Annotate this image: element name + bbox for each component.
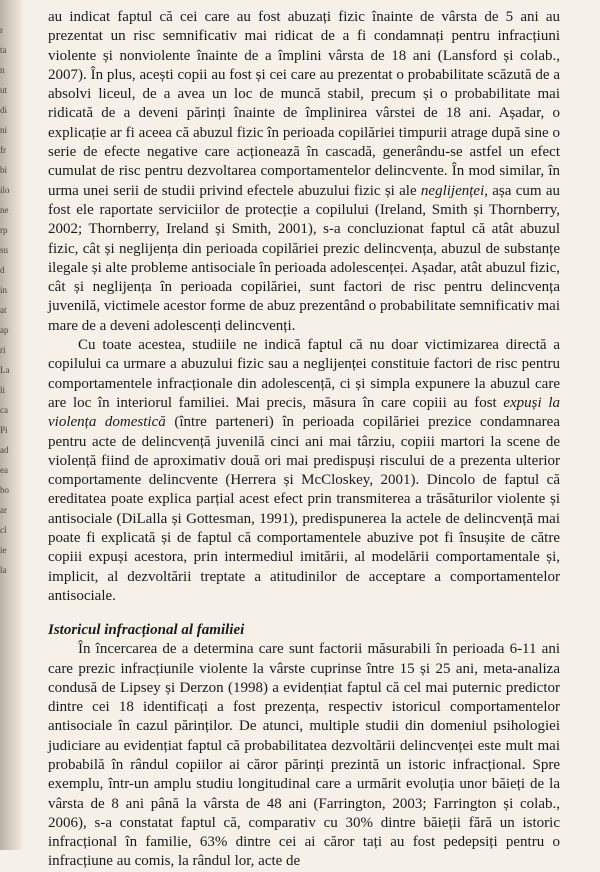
book-page-body <box>48 8 560 872</box>
emphasis-domestic-violence: expuși la violența domestică <box>48 394 560 431</box>
margin-fragment: ne <box>0 205 9 215</box>
margin-fragment: ri <box>0 345 6 355</box>
margin-fragment: n <box>0 65 5 75</box>
margin-fragment: ca <box>0 405 8 415</box>
margin-fragment: fr <box>0 145 6 155</box>
margin-fragment: ni <box>0 125 8 135</box>
section-heading: Istoricul infracțional al familiei <box>48 622 245 639</box>
margin-fragment: bo <box>0 485 9 495</box>
margin-fragment: ilo <box>0 185 10 195</box>
margin-fragment: ut <box>0 85 8 95</box>
adjacent-page-fragments <box>0 20 20 580</box>
margin-fragment: ap <box>0 325 9 335</box>
margin-fragment: ea <box>0 465 8 475</box>
section-gap <box>48 606 560 620</box>
margin-fragment: at <box>0 305 7 315</box>
margin-fragment: li <box>0 385 6 395</box>
margin-fragment: di <box>0 105 8 115</box>
margin-fragment: su <box>0 245 9 255</box>
margin-fragment: La <box>0 365 10 375</box>
margin-fragment: rp <box>0 225 8 235</box>
margin-fragment: d <box>0 265 5 275</box>
margin-fragment: la <box>0 565 7 575</box>
margin-fragment: r <box>0 25 3 35</box>
paragraph-2: Cu toate acestea, studiile ne indică faptul că nu doar victimizarea directă a copilului ca urmare a abuzului fizic sau a neglijenței constituie factori de risc pentru comportamentele infracționale din adolescență, ci și simpla expunere la abuzul care are loc în interiorul familiei. Mai precis, măsura în care copiii au fost expuși la violența domestică (între parteneri) în perioada copilăriei prezice condamnarea pentru acte de delincvență juvenilă cinci ani mai târziu, copiii martori la scene de violență fiind de aproximativ două ori mai predispuși riscului de a prezenta ulterior comportamente delincvente (Herrera și McCloskey, 2001). Dincolo de faptul că ereditatea poate explica parțial acest efect prin transmiterea a trăsăturilor violente și antisociale (DiLalla și Gottesman, 1991), predispunerea la actele de delincvență mai poate fi explicată și de faptul că comportamentele abuzive pot fi însușite de către copiii expuși acestora, prin intermediul imitării, al modelării comportamentale și, implicit, al dezvoltării treptate a atitudinilor de acceptare a comportamentelor antisociale. <box>48 337 560 604</box>
margin-fragment: ad <box>0 445 9 455</box>
margin-fragment: ta <box>0 45 7 55</box>
margin-fragment: ar <box>0 505 7 515</box>
margin-fragment: cl <box>0 525 7 535</box>
paragraph-1: au indicat faptul că cei care au fost abuzați fizic înainte de vârsta de 5 ani au prezentat un risc semnificativ mai ridicat de a fi condamnați pentru infracțiuni violente și nonviolente înainte de a împlini vârsta de 18 ani (Lansford și colab., 2007). În plus, acești copii au fost și cei care au prezentat o probabilitate scăzută de a absolvi liceul, de a avea un loc de muncă stabil, precum și o probabilitate mai ridicată de a deveni părinți înainte de împlinirea vârstei de 18 ani. Așadar, o explicație ar fi aceea că abuzul fizic în perioada copilăriei timpurii atrage după sine o serie de efecte negative care acționează în cascadă, generându-se astfel un efect cumulat de risc pentru dezvoltarea comportamentelor delincvente. În mod similar, în urma unei serii de studii privind efectele abuzului fizic și ale neglijenței, așa cum au fost ele raportate serviciilor de protecție a copilului (Ireland, Smith și Thornberry, 2002; Thornberry, Ireland și Smith, 2001), s-a concluzionat faptul că atât abuzul fizic, cât și neglijența din perioada copilăriei prezic delincvența, abuzul de substanțe ilegale și alte probleme antisociale în perioada adolescenței. Așadar, atât abuzul fizic, cât și neglijența în perioada copilăriei, sunt factori de risc pentru delincvența juvenilă, victimele acestor forme de abuz prezentând o probabilitate semnificativ mai mare de a deveni adolescenți delincvenți. <box>48 9 560 334</box>
margin-fragment: in <box>0 285 8 295</box>
margin-fragment: Pi <box>0 425 8 435</box>
margin-fragment: bi <box>0 165 8 175</box>
paragraph-3: În încercarea de a determina care sunt factorii măsurabili în perioada 6-11 ani care prezic infracțiunile violente la vârste cuprinse între 15 și 25 ani, meta-analiza condusă de Lipsey și Derzon (1998) a evidențiat faptul că cel mai puternic predictor dintre cei 18 identificați a fost prezența, respectiv istoricul comportamentelor antisociale în cazul părinților. De atunci, multiple studii din domeniul psihologiei judiciare au evidențiat faptul că probabilitatea dezvoltării delincvenței este mult mai probabilă în rândul copiilor ai căror părinți prezintă un istoric infracțional. Spre exemplu, într-un amplu studiu longitudinal care a urmărit evoluția unor băieți de la vârsta de 8 ani până la vârsta de 48 ani (Farrington, 2003; Farrington și colab., 2006), s-a constatat faptul că, comparativ cu 30% dintre băieții fără un istoric infracțional în familie, 63% dintre cei ai căror tați au fost pedepsiți pentru o infracțiune au comis, la rândul lor, acte de <box>48 641 560 870</box>
margin-fragment: ie <box>0 545 7 555</box>
emphasis-neglect: neglijenței <box>420 182 485 199</box>
